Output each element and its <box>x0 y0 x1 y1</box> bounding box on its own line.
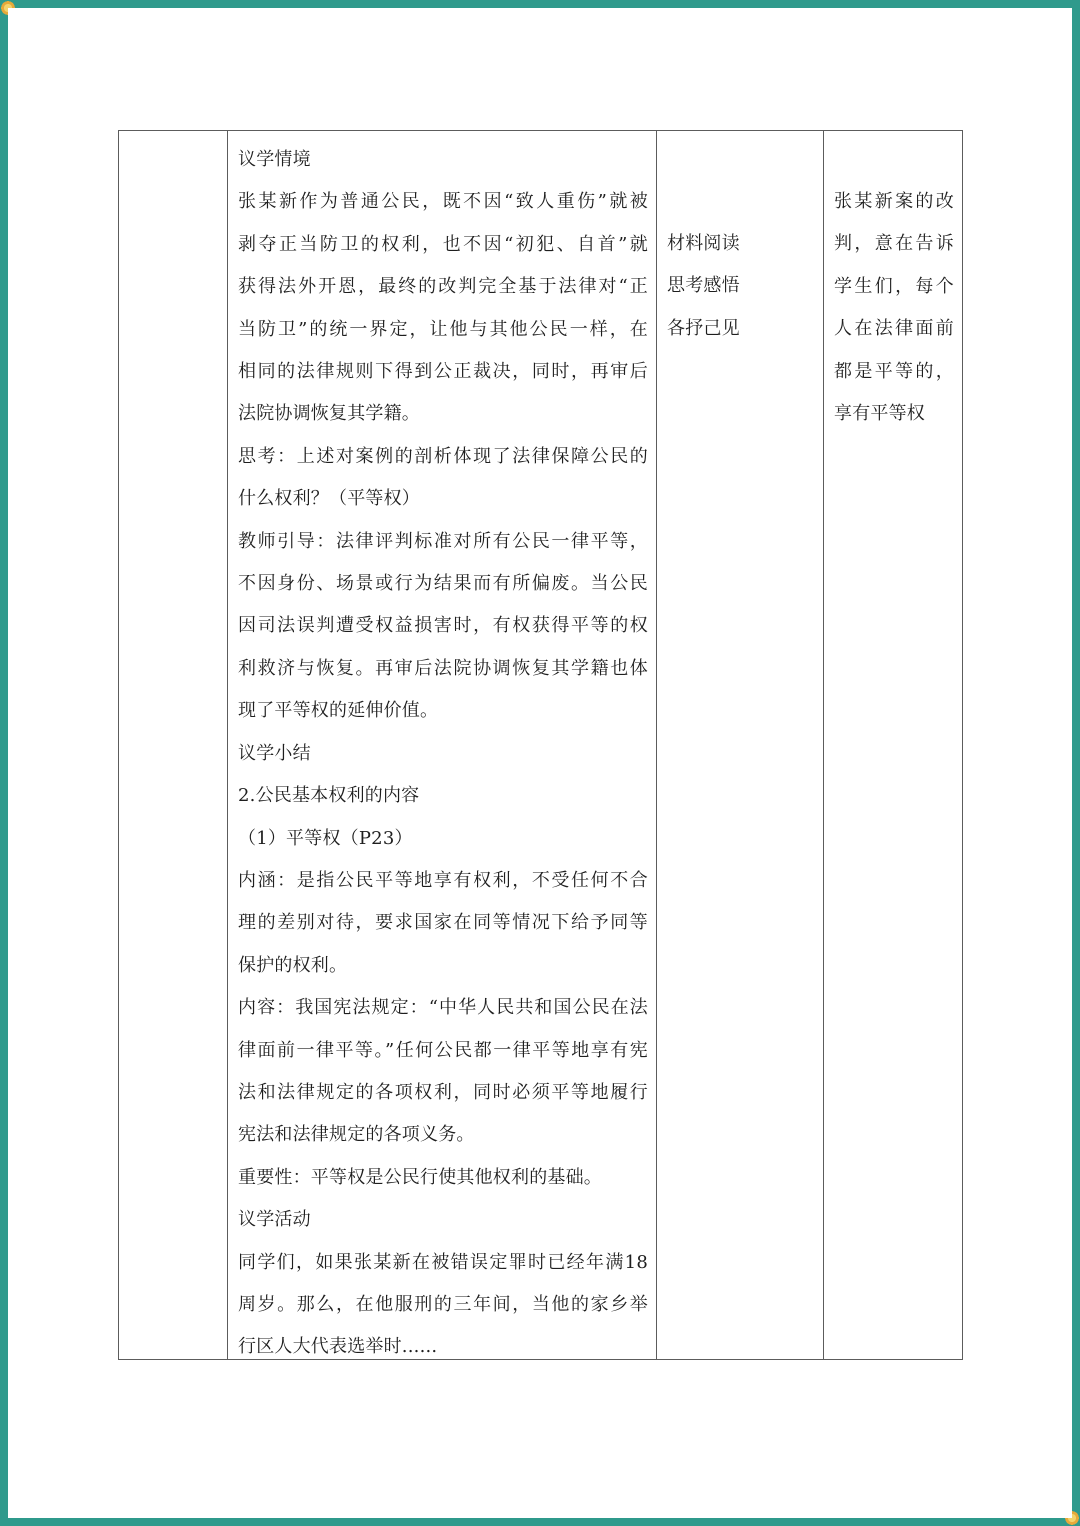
intent-line: 人在法律面前 <box>834 318 954 340</box>
content-line: 2.公民基本权利的内容 <box>238 785 420 807</box>
content-line: 获得法外开恩，最终的改判完全基于法律对“正 <box>238 276 648 298</box>
lesson-plan-table <box>118 130 963 1360</box>
content-line: 张某新作为普通公民，既不因“致人重伤”就被 <box>238 191 648 213</box>
content-line: 什么权利？（平等权） <box>238 488 420 510</box>
student-activity-cell <box>657 131 824 1360</box>
content-line: 理的差别对待，要求国家在同等情况下给予同等 <box>238 912 648 934</box>
content-line: 利救济与恢复。再审后法院协调恢复其学籍也体 <box>238 657 648 679</box>
content-line: 宪法和法律规定的各项义务。 <box>238 1124 475 1146</box>
content-line: 法和法律规定的各项权利，同时必须平等地履行 <box>238 1081 648 1103</box>
content-line: 剥夺正当防卫的权利，也不因“初犯、自首”就 <box>238 233 648 255</box>
content-line: 议学情境 <box>238 149 311 170</box>
intent-line: 享有平等权 <box>834 403 925 425</box>
content-line: 保护的权利。 <box>238 954 348 976</box>
content-line: 因司法误判遭受权益损害时，有权获得平等的权 <box>238 615 648 637</box>
activity-line: 各抒己见 <box>667 317 740 339</box>
document-page <box>8 8 1072 1518</box>
content-line: 议学活动 <box>238 1209 311 1231</box>
content-line: 议学小结 <box>238 742 311 764</box>
content-line: 相同的法律规则下得到公正裁决，同时，再审后 <box>238 361 648 383</box>
intent-line: 判，意在告诉 <box>834 233 954 255</box>
intent-line: 学生们，每个 <box>834 275 954 297</box>
content-line: 法院协调恢复其学籍。 <box>238 403 420 425</box>
content-line: 同学们，如果张某新在被错误定罪时已经年满18 <box>238 1251 648 1273</box>
content-line: 重要性：平等权是公民行使其他权利的基础。 <box>238 1166 602 1188</box>
empty-stage-cell <box>119 131 228 1360</box>
table-row <box>119 131 963 1360</box>
content-line: 当防卫”的统一界定，让他与其他公民一样，在 <box>238 318 648 340</box>
design-intent-text <box>824 131 962 1359</box>
intent-line: 张某新案的改 <box>834 191 954 212</box>
content-line: 不因身份、场景或行为结果而有所偏废。当公民 <box>238 573 648 595</box>
activity-line: 材料阅读 <box>667 233 740 254</box>
content-line: 内容：我国宪法规定：“中华人民共和国公民在法 <box>238 997 648 1019</box>
teaching-content-cell <box>228 131 657 1360</box>
content-line: 周岁。那么，在他服刑的三年间，当他的家乡举 <box>238 1293 648 1315</box>
content-line: 内涵：是指公民平等地享有权利，不受任何不合 <box>238 869 648 891</box>
activity-line: 思考感悟 <box>667 275 740 297</box>
content-line: 律面前一律平等。”任何公民都一律平等地享有宪 <box>238 1039 648 1061</box>
intent-line: 都是平等的， <box>834 360 954 382</box>
teaching-content-text <box>228 131 656 1359</box>
content-line: 思考：上述对案例的剖析体现了法律保障公民的 <box>238 445 648 467</box>
student-activity-text <box>657 131 823 1359</box>
content-line: 现了平等权的延伸价值。 <box>238 700 439 722</box>
content-line: 行区人大代表选举时...... <box>238 1336 438 1358</box>
content-line: 教师引导：法律评判标准对所有公民一律平等， <box>238 530 648 552</box>
design-intent-cell <box>824 131 963 1360</box>
content-line: （1）平等权（P23） <box>238 827 413 849</box>
